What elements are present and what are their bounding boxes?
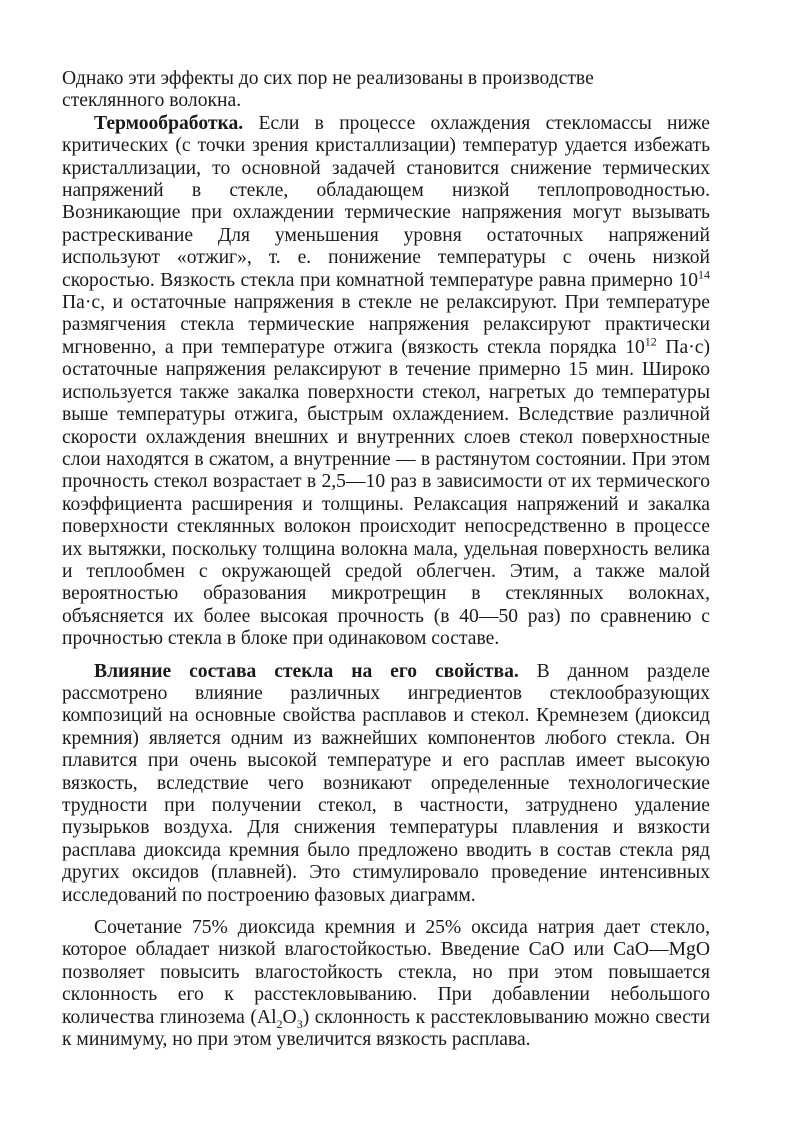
paragraph-composition [62, 661, 710, 907]
subscript: 2 [276, 1016, 283, 1031]
subscript: 3 [296, 1016, 303, 1031]
exponent: 12 [644, 334, 657, 349]
section-heading-composition: Влияние состава стекла на его свойства. [94, 660, 519, 682]
paragraph-text: Если в процессе охлаждения стекломассы ниже критических (с точки зрения кристаллизации) температур удается избежать кристаллизации, то основной задачей становится снижение термических напряжений в стекле, обладающем низкой теплопроводностью. Возникающие при охлаждении термические напряжения могут вызывать растрескивание Для уменьшения уровня остаточных напряжений используют «отжиг», т. е. понижение температуры с очень низкой скоростью. Вязкость стекла при комнатной температуре равна примерно 10 [62, 112, 710, 291]
paragraph-text: В данном разделе рассмотрено влияние различных ингредиентов стеклообразующих композиций на основные свойства расплавов и стекол. Кремнезем (диоксид кремния) является одним из важнейших компонентов любого стекла. Он плавится при очень высокой температуре и его расплав имеет высокую вязкость, вследствие чего возникают определенные технологические трудности при получении стекол, в частности, затруднено удаление пузырьков воздуха. Для снижения температуры плавления и вязкости расплава диоксида кремния было предложено вводить в состав стекла ряд других оксидов (плавней). Это стимулировало проведение интенсивных исследований по построению фазовых диаграмм. [62, 660, 710, 906]
paragraph-intro [62, 68, 710, 113]
paragraph-line: Однако эти эффекты до сих пор не реализованы в производстве [62, 68, 594, 89]
paragraph-text: ) склонность к расстекловыванию можно свести к минимуму, но при этом увеличится вязкость расплава. [62, 1006, 710, 1051]
paragraph-text: Па·с) остаточные напряжения релаксируют в течение примерно 15 мин. Широко используется также закалка поверхности стекол, нагретых до температуры выше температуры отжига, быстрым охлаждением. Вследствие различной скорости охлаждения внешних и внутренних слоев стекол поверхностные слои находятся в сжатом, а внутренние — в растянутом состоянии. При этом прочность стекол возрастает в 2,5—10 раз в зависимости от их термического коэффициента расширения и толщины. Релаксация напряжений и закалка поверхности стеклянных волокон происходит непосредственно в процессе их вытяжки, поскольку толщина волокна мала, удельная поверхность велика и теплообмен с окружающей средой облегчен. Этим, а также малой вероятностью образования микротрещин в стеклянных волокнах, объясняется их более высокая прочность (в 40—50 раз) по сравнению с прочностью стекла в блоке при одинаковом составе. [62, 336, 710, 650]
paragraph-line: стеклянного волокна. [62, 90, 242, 112]
paragraph-combination [62, 917, 710, 1051]
paragraph-text: Сочетание 75% диоксида кремния и 25% оксида натрия дает стекло, которое обладает низкой влагостойкостью. Введение CaO или CaO—MgO позволяет повысить влагостойкость стекла, но при этом повышается склонность его к расстекловыванию. При добавлении небольшого количества глинозема (Al [62, 917, 710, 1028]
paragraph-text: Па·с, и остаточные напряжения в стекле не релаксируют. При температуре размягчения стекла термические напряжения релаксируют практически мгновенно, а при температуре отжига (вязкость стекла порядка 10 [62, 292, 710, 358]
paragraph-text: O [282, 1006, 297, 1028]
paragraph-thermal-treatment [62, 113, 710, 651]
section-heading-thermal-treatment: Термообработка. [94, 112, 244, 134]
exponent: 14 [698, 267, 710, 282]
